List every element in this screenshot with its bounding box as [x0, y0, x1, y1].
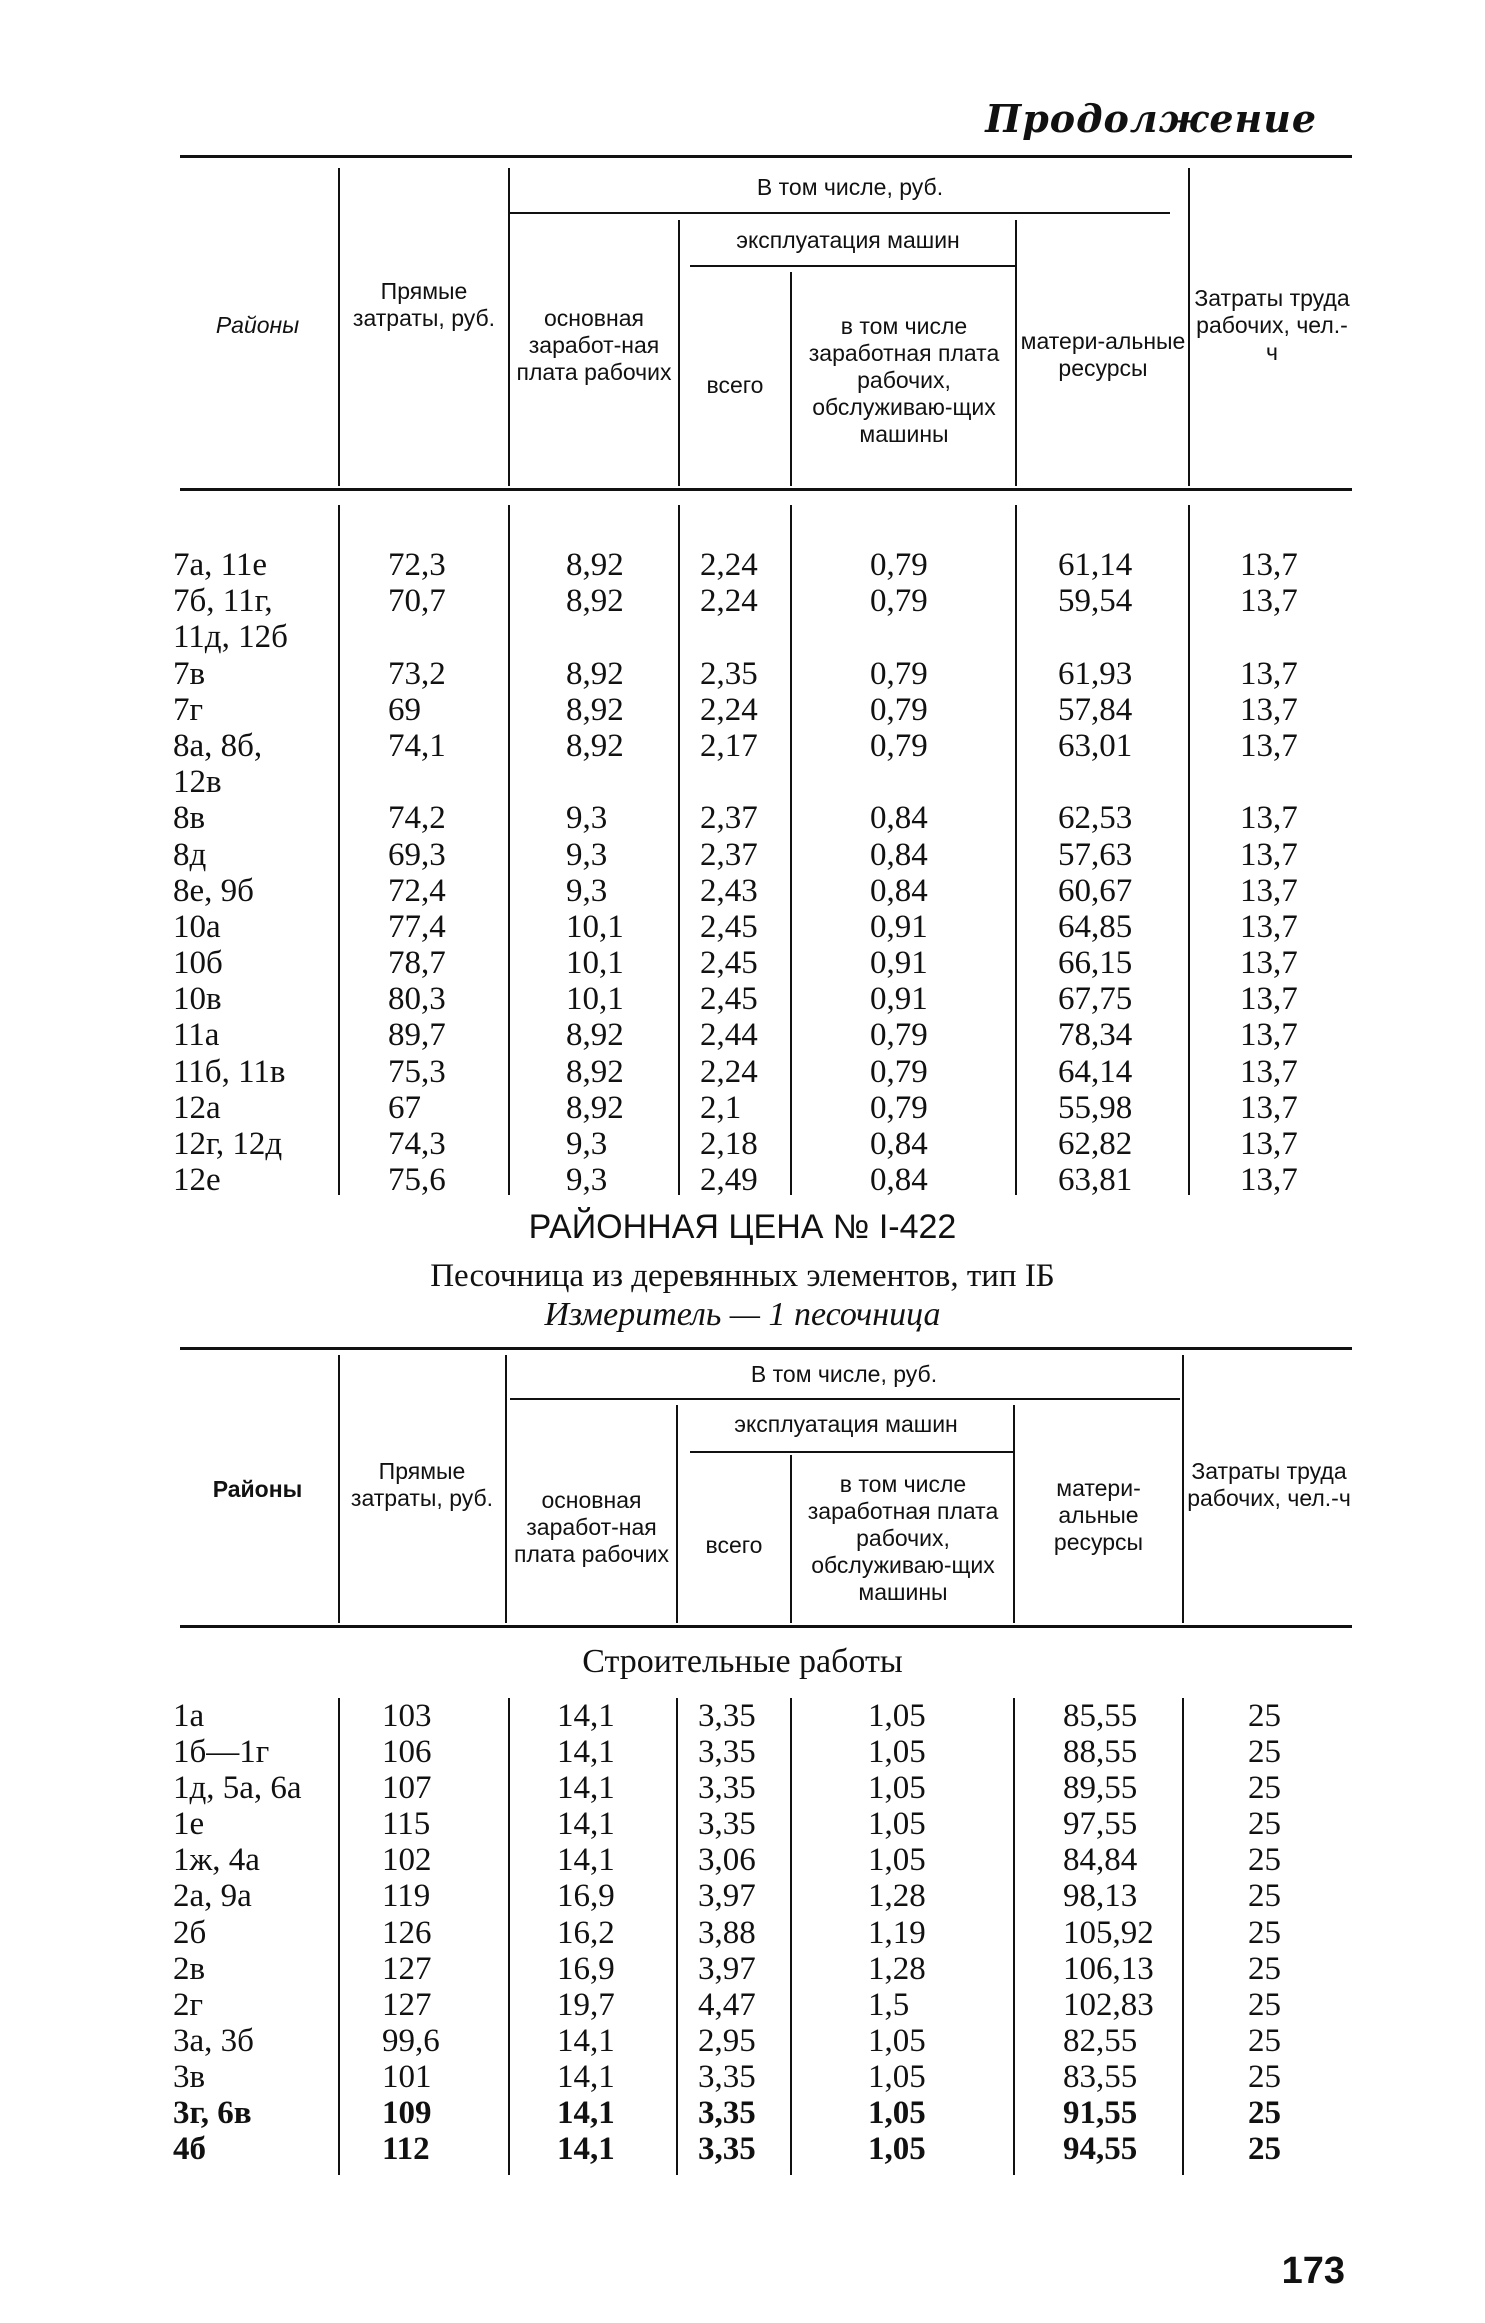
cell-mat: 62,53 [1058, 800, 1133, 837]
cell-direct: 69 [388, 691, 421, 728]
cell-labor: 13,7 [1240, 727, 1298, 764]
cell-labor: 25 [1248, 1770, 1281, 1807]
cell-direct: 103 [382, 1698, 432, 1734]
cell-mwage: 0,84 [870, 872, 928, 909]
cell-labor: 13,7 [1240, 1017, 1298, 1054]
cell-mwage: 1,05 [868, 2022, 926, 2059]
cell-labor: 25 [1248, 1950, 1281, 1987]
t1-header-machines: эксплуатация машин [736, 227, 960, 253]
cell-direct: 73,2 [388, 655, 446, 692]
cell-direct: 99,6 [382, 2022, 440, 2059]
cell-mat: 82,55 [1063, 2022, 1138, 2059]
t2-header-base-wage: основная заработ-ная плата рабочих [514, 1487, 669, 1567]
cell-mat: 85,55 [1063, 1698, 1138, 1734]
cell-mwage: 0,91 [870, 945, 928, 982]
cell-mach: 3,35 [698, 1698, 756, 1734]
t2-col-materials [1063, 1698, 1154, 2167]
cell-wage: 14,1 [557, 1734, 615, 1771]
cell-mat: 106,13 [1063, 1950, 1154, 1987]
cell-mach: 2,1 [700, 1089, 742, 1126]
cell-wage: 9,3 [566, 872, 608, 909]
cell-wage: 10,1 [566, 981, 624, 1018]
cell-region: 12г, 12д [173, 1126, 283, 1162]
t2-header-machines: эксплуатация машин [734, 1411, 958, 1437]
cell-mat: 98,13 [1063, 1878, 1138, 1915]
cell-labor: 13,7 [1240, 1126, 1298, 1162]
cell-direct: 127 [382, 1950, 432, 1987]
cell-mach: 2,24 [700, 691, 758, 728]
t2-col-direct [382, 1698, 440, 2167]
cell-mat: 57,63 [1058, 836, 1133, 873]
t2-col-machines [698, 1698, 756, 2167]
t1-header-including: В том числе, руб. [756, 174, 944, 200]
t2-col-labor [1248, 1698, 1281, 2167]
t2-body-vline [1182, 1698, 1184, 2175]
t2-col-wage [557, 1698, 615, 2167]
cell-wage: 8,92 [566, 691, 624, 728]
t2-col-machine-wage [868, 1698, 926, 2167]
cell-wage: 9,3 [566, 800, 608, 837]
cell-labor: 13,7 [1240, 1053, 1298, 1090]
cell-mat: 66,15 [1058, 945, 1133, 982]
cell-region: 2г [173, 1986, 204, 2023]
t1-body-vline [1188, 505, 1190, 1195]
t1-vline [678, 220, 680, 486]
cell-region: 12а [173, 1089, 221, 1126]
cell-mat: 84,84 [1063, 1842, 1138, 1879]
cell-mat: 89,55 [1063, 1770, 1138, 1807]
cell-labor: 13,7 [1240, 981, 1298, 1018]
t2-vline [505, 1355, 507, 1623]
cell-mach: 3,35 [698, 1734, 756, 1771]
cell-mwage: 0,79 [870, 547, 928, 583]
cell-mat: 61,14 [1058, 547, 1133, 583]
cell-direct: 101 [382, 2058, 432, 2095]
t2-body-vline [338, 1698, 340, 2175]
cell-direct: 70,7 [388, 583, 446, 620]
cell-mwage: 1,28 [868, 1878, 926, 1915]
t2-header-labor: Затраты труда рабочих, чел.-ч [1187, 1458, 1351, 1511]
cell-direct: 115 [382, 1806, 431, 1843]
table1-including-rule [510, 212, 1170, 214]
cell-region: 2а, 9а [173, 1878, 252, 1915]
t2-vline [1182, 1355, 1184, 1623]
cell-wage: 14,1 [557, 2058, 615, 2095]
t2-vline [1013, 1405, 1015, 1623]
cell-mach: 2,45 [700, 945, 758, 982]
cell-mat: 67,75 [1058, 981, 1133, 1018]
cell-wage: 14,1 [557, 1842, 615, 1879]
cell-labor: 13,7 [1240, 1089, 1298, 1126]
cell-mwage: 0,79 [870, 1089, 928, 1126]
cell-wage: 14,1 [557, 2095, 615, 2132]
cell-labor: 25 [1248, 1914, 1281, 1951]
cell-region: 10а [173, 908, 221, 945]
cell-direct [388, 764, 446, 800]
cell-mwage: 0,91 [870, 981, 928, 1018]
cell-mat: 88,55 [1063, 1734, 1138, 1771]
cell-labor [1240, 619, 1298, 655]
cell-mach: 3,88 [698, 1914, 756, 1951]
cell-direct: 126 [382, 1914, 432, 1951]
page-number: 173 [1281, 2250, 1345, 2292]
cell-mat: 64,85 [1058, 908, 1133, 945]
cell-mat: 83,55 [1063, 2058, 1138, 2095]
cell-region: 1б—1г [173, 1734, 270, 1771]
cell-direct: 72,3 [388, 547, 446, 583]
t1-col-materials [1058, 547, 1132, 1198]
t1-col-labor [1240, 547, 1298, 1198]
t2-col-region [173, 1698, 302, 2167]
cell-labor: 13,7 [1240, 691, 1298, 728]
t2-vline [676, 1405, 678, 1623]
cell-region: 10в [173, 981, 222, 1018]
cell-mach: 2,24 [700, 583, 758, 620]
cell-mat: 62,82 [1058, 1126, 1133, 1162]
cell-region: 8д [173, 836, 207, 873]
cell-labor: 25 [1248, 2022, 1281, 2059]
cell-wage: 10,1 [566, 908, 624, 945]
cell-direct: 127 [382, 1986, 432, 2023]
cell-region: 2б [173, 1914, 207, 1951]
cell-direct: 74,1 [388, 727, 446, 764]
cell-direct: 69,3 [388, 836, 446, 873]
cell-mach: 2,18 [700, 1126, 758, 1162]
cell-mwage: 0,84 [870, 1162, 928, 1199]
cell-region: 1д, 5а, 6а [173, 1770, 302, 1807]
cell-direct: 102 [382, 1842, 432, 1879]
cell-wage: 8,92 [566, 727, 624, 764]
cell-wage: 16,2 [557, 1914, 615, 1951]
t1-body-vline [508, 505, 510, 1195]
t1-vline [338, 168, 340, 486]
continuation-label: Продолжение [985, 96, 1317, 141]
cell-direct: 67 [388, 1089, 421, 1126]
cell-region: 1а [173, 1698, 205, 1734]
cell-wage: 8,92 [566, 1053, 624, 1090]
cell-region: 10б [173, 945, 223, 982]
t1-header-materials: матери-альные ресурсы [1020, 328, 1186, 381]
table1-machines-rule [690, 265, 1015, 267]
cell-direct: 75,3 [388, 1053, 446, 1090]
cell-mwage: 1,05 [868, 1770, 926, 1807]
table1-header-bottom-rule [180, 488, 1352, 491]
cell-labor: 25 [1248, 1842, 1281, 1879]
cell-labor: 25 [1248, 2058, 1281, 2095]
cell-direct: 75,6 [388, 1162, 446, 1199]
cell-direct [388, 619, 446, 655]
cell-mach: 2,24 [700, 547, 758, 583]
cell-wage: 14,1 [557, 1806, 615, 1843]
cell-region: 2в [173, 1950, 206, 1987]
t1-body-vline [678, 505, 680, 1195]
cell-region: 8а, 8б, [173, 727, 263, 764]
cell-region: 11б, 11в [173, 1053, 286, 1090]
cell-mwage: 1,05 [868, 1806, 926, 1843]
t1-col-direct [388, 547, 446, 1198]
cell-labor: 25 [1248, 1698, 1281, 1734]
cell-mach: 3,06 [698, 1842, 756, 1879]
cell-direct: 119 [382, 1878, 431, 1915]
t1-header-regions: Районы [215, 311, 300, 338]
cell-wage: 16,9 [557, 1950, 615, 1987]
cell-mat: 60,67 [1058, 872, 1133, 909]
cell-wage: 10,1 [566, 945, 624, 982]
t1-col-wage [566, 547, 624, 1198]
cell-mat: 64,14 [1058, 1053, 1133, 1090]
cell-wage: 19,7 [557, 1986, 615, 2023]
t2-header-materials: матери-альные ресурсы [1053, 1474, 1144, 1555]
cell-labor: 13,7 [1240, 547, 1298, 583]
cell-mach: 4,47 [698, 1986, 756, 2023]
cell-mwage: 1,19 [868, 1914, 926, 1951]
cell-region: 11д, 12б [173, 619, 288, 656]
t1-vline [508, 168, 510, 486]
cell-labor: 13,7 [1240, 800, 1298, 837]
t2-body-vline [508, 1698, 510, 2175]
cell-region: 3а, 3б [173, 2022, 254, 2059]
cell-mach: 2,49 [700, 1162, 758, 1199]
t1-header-incl-wage: в том числе заработная плата рабочих, обслуживаю-щих машины [808, 312, 1000, 447]
cell-mach: 2,95 [698, 2022, 756, 2059]
table2-header-bottom-rule [180, 1625, 1352, 1628]
cell-mwage: 0,79 [870, 1053, 928, 1090]
cell-mat [1058, 764, 1132, 800]
cell-mat: 105,92 [1063, 1914, 1154, 1951]
cell-mwage: 1,05 [868, 1698, 926, 1734]
cell-mwage: 0,84 [870, 800, 928, 837]
t2-subheading: Строительные работы [582, 1643, 903, 1680]
cell-labor [1240, 764, 1298, 800]
cell-region: 12в [173, 764, 222, 801]
cell-region: 7г [173, 691, 204, 728]
cell-region: 1ж, 4а [173, 1842, 260, 1879]
cell-wage: 8,92 [566, 547, 624, 583]
cell-direct: 109 [382, 2095, 432, 2132]
cell-mwage: 1,05 [868, 1842, 926, 1879]
t1-vline [1015, 220, 1017, 486]
t2-body-vline [790, 1698, 792, 2175]
cell-mwage: 1,05 [868, 1734, 926, 1771]
t1-body-vline [790, 505, 792, 1195]
cell-region: 3в [173, 2058, 206, 2095]
cell-mach: 2,35 [700, 655, 758, 692]
t1-vline [790, 272, 792, 486]
table2-including-rule [510, 1398, 1180, 1400]
cell-direct: 72,4 [388, 872, 446, 909]
cell-labor: 13,7 [1240, 1162, 1298, 1199]
cell-labor: 25 [1248, 1986, 1281, 2023]
cell-labor: 25 [1248, 1734, 1281, 1771]
t1-header-labor: Затраты труда рабочих, чел.-ч [1194, 284, 1350, 365]
cell-mwage: 0,79 [870, 655, 928, 692]
cell-wage: 14,1 [557, 1698, 615, 1734]
t2-vline [790, 1455, 792, 1623]
cell-labor: 13,7 [1240, 945, 1298, 982]
measure-unit: Измеритель — 1 песочница [544, 1296, 941, 1333]
t1-header-base-wage: основная заработ-ная плата рабочих [516, 304, 672, 385]
cell-mat: 91,55 [1063, 2095, 1138, 2132]
cell-wage: 9,3 [566, 1162, 608, 1199]
cell-labor: 13,7 [1240, 583, 1298, 620]
cell-mat: 57,84 [1058, 691, 1133, 728]
cell-labor: 25 [1248, 1806, 1281, 1843]
cell-mach: 3,35 [698, 2058, 756, 2095]
table1-top-rule [180, 155, 1352, 158]
cell-wage: 8,92 [566, 1017, 624, 1054]
cell-mwage: 0,84 [870, 1126, 928, 1162]
t1-vline [1188, 168, 1190, 486]
cell-labor: 13,7 [1240, 836, 1298, 873]
price-subtitle: Песочница из деревянных элементов, тип IБ [430, 1258, 1055, 1294]
cell-wage: 14,1 [557, 2022, 615, 2059]
cell-region: 7б, 11г, [173, 583, 273, 620]
cell-mat: 94,55 [1063, 2131, 1138, 2168]
t2-header-regions: Районы [212, 1475, 303, 1502]
cell-mwage: 0,79 [870, 583, 928, 620]
cell-wage [566, 619, 624, 655]
cell-mat: 63,81 [1058, 1162, 1133, 1199]
cell-direct: 80,3 [388, 981, 446, 1018]
cell-mwage: 1,05 [868, 2131, 926, 2168]
cell-mach: 3,97 [698, 1878, 756, 1915]
cell-wage: 14,1 [557, 1770, 615, 1807]
cell-mwage: 0,79 [870, 691, 928, 728]
price-title: РАЙОННАЯ ЦЕНА № I-422 [528, 1208, 957, 1246]
t2-body-vline [1013, 1698, 1015, 2175]
cell-wage: 9,3 [566, 1126, 608, 1162]
cell-mwage: 1,5 [868, 1986, 910, 2023]
cell-mwage [870, 619, 928, 655]
cell-direct: 106 [382, 1734, 432, 1771]
t2-header-total: всего [705, 1531, 763, 1558]
table2-top-rule [180, 1347, 1352, 1350]
cell-mwage: 1,28 [868, 1950, 926, 1987]
cell-mat: 97,55 [1063, 1806, 1138, 1843]
cell-region: 12е [173, 1162, 221, 1199]
cell-mat: 63,01 [1058, 727, 1133, 764]
cell-labor: 25 [1248, 2095, 1281, 2132]
cell-direct: 78,7 [388, 945, 446, 982]
cell-region: 3г, 6в [173, 2095, 252, 2132]
t1-header-direct: Прямые затраты, руб. [352, 278, 496, 331]
cell-mach: 2,43 [700, 872, 758, 909]
t1-col-machine-wage [870, 547, 928, 1198]
cell-labor: 25 [1248, 2131, 1281, 2168]
cell-direct: 74,3 [388, 1126, 446, 1162]
cell-wage: 16,9 [557, 1878, 615, 1915]
cell-mach: 3,35 [698, 1770, 756, 1807]
cell-mach: 2,37 [700, 800, 758, 837]
cell-mwage: 0,79 [870, 1017, 928, 1054]
cell-mach: 3,35 [698, 2131, 756, 2168]
cell-direct: 89,7 [388, 1017, 446, 1054]
cell-wage: 8,92 [566, 583, 624, 620]
cell-region: 11а [173, 1017, 220, 1054]
cell-direct: 77,4 [388, 908, 446, 945]
t2-header-including: В том числе, руб. [750, 1361, 938, 1387]
cell-mach [700, 619, 758, 655]
cell-labor: 13,7 [1240, 872, 1298, 909]
cell-region: 4б [173, 2131, 206, 2168]
cell-wage: 8,92 [566, 655, 624, 692]
cell-direct: 112 [382, 2131, 430, 2168]
cell-mwage: 0,84 [870, 836, 928, 873]
cell-wage: 14,1 [557, 2131, 615, 2168]
t2-body-vline [676, 1698, 678, 2175]
cell-mwage [870, 764, 928, 800]
t1-body-vline [338, 505, 340, 1195]
t2-vline [338, 1355, 340, 1623]
cell-mwage: 1,05 [868, 2095, 926, 2132]
t1-body-vline [1015, 505, 1017, 1195]
cell-mach: 3,35 [698, 2095, 756, 2132]
cell-wage: 9,3 [566, 836, 608, 873]
cell-wage [566, 764, 624, 800]
t2-header-incl-wage: в том числе заработная плата рабочих, обслуживаю-щих машины [807, 1470, 999, 1605]
cell-direct: 74,2 [388, 800, 446, 837]
cell-mach: 2,45 [700, 981, 758, 1018]
cell-mat: 59,54 [1058, 583, 1133, 620]
cell-region: 7а, 11е [173, 547, 268, 583]
cell-mwage: 0,91 [870, 908, 928, 945]
cell-mach: 2,37 [700, 836, 758, 873]
cell-wage: 8,92 [566, 1089, 624, 1126]
t1-col-region [173, 547, 288, 1198]
t1-header-total: всего [706, 371, 764, 398]
cell-labor: 25 [1248, 1878, 1281, 1915]
cell-mach [700, 764, 758, 800]
cell-mat: 102,83 [1063, 1986, 1154, 2023]
cell-region: 8в [173, 800, 206, 837]
cell-mwage: 1,05 [868, 2058, 926, 2095]
cell-mach: 2,44 [700, 1017, 758, 1054]
cell-mach: 2,17 [700, 727, 758, 764]
cell-region: 7в [173, 655, 206, 692]
cell-mach: 2,45 [700, 908, 758, 945]
cell-mwage: 0,79 [870, 727, 928, 764]
cell-mat: 55,98 [1058, 1089, 1133, 1126]
cell-mat: 78,34 [1058, 1017, 1133, 1054]
t1-col-machines [700, 547, 758, 1198]
cell-mach: 3,35 [698, 1806, 756, 1843]
cell-region: 1е [173, 1806, 205, 1843]
cell-mach: 2,24 [700, 1053, 758, 1090]
cell-mat: 61,93 [1058, 655, 1133, 692]
t2-header-direct: Прямые затраты, руб. [350, 1458, 494, 1511]
cell-mach: 3,97 [698, 1950, 756, 1987]
cell-mat [1058, 619, 1132, 655]
cell-region: 8е, 9б [173, 872, 254, 909]
cell-direct: 107 [382, 1770, 432, 1807]
cell-labor: 13,7 [1240, 908, 1298, 945]
cell-labor: 13,7 [1240, 655, 1298, 692]
